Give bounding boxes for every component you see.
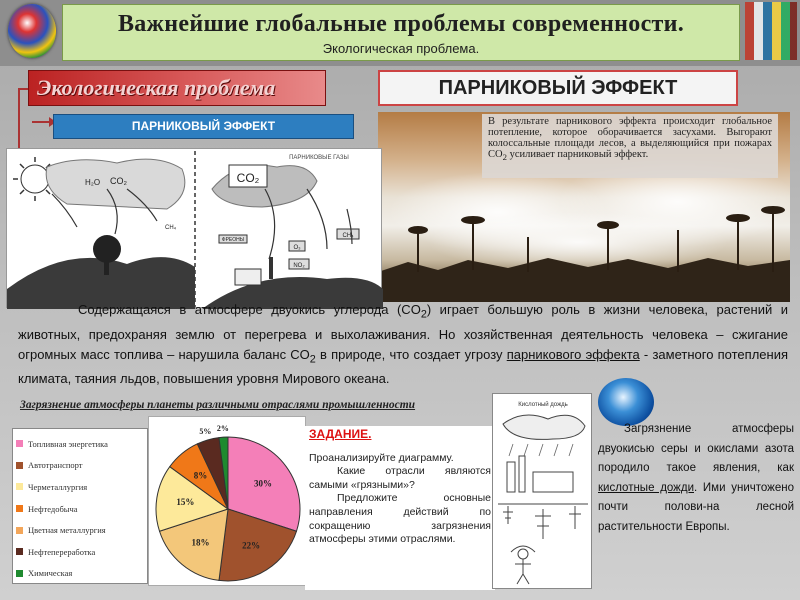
pie-label: 18% bbox=[191, 537, 210, 548]
greenhouse-diagram bbox=[6, 148, 382, 308]
legend-item bbox=[16, 563, 144, 585]
greenhouse-effect-link[interactable]: парникового эффекта bbox=[506, 346, 640, 362]
indent bbox=[598, 423, 624, 435]
legend-item bbox=[16, 455, 144, 477]
legend-item bbox=[16, 519, 144, 541]
legend-label: Нефтепереработка bbox=[28, 546, 96, 557]
pie-chart bbox=[148, 416, 306, 586]
legend-item bbox=[16, 498, 144, 520]
greenhouse-big-label: ПАРНИКОВЫЙ ЭФФЕКТ bbox=[378, 70, 738, 106]
legend-label: Автотранспорт bbox=[28, 460, 83, 471]
paragraph-text: Содержащаяся в атмосфере двуокись углерода (CO bbox=[78, 302, 421, 317]
legend-swatch bbox=[16, 548, 23, 555]
acid-rain-text bbox=[598, 420, 794, 537]
task-p1: Проанализируйте диаграмму. bbox=[309, 451, 454, 464]
legend-label: Черметаллургия bbox=[28, 481, 88, 492]
pie-label: 2% bbox=[216, 424, 229, 434]
task-box bbox=[305, 426, 495, 590]
page-subtitle: Экологическая проблема. bbox=[322, 41, 480, 56]
flags-decoration bbox=[745, 2, 797, 60]
legend-label: Химическая bbox=[28, 568, 73, 579]
subscript: 2 bbox=[420, 308, 427, 321]
co2-label-left: CO₂ bbox=[110, 176, 127, 186]
chart-legend bbox=[12, 428, 148, 584]
pie-label: 15% bbox=[176, 497, 195, 508]
task-p3: Предложите основные направления действий по сокращению загрязнения атмосферы этими отраслями. bbox=[309, 492, 491, 546]
sketch-caption: Кислотный дождь bbox=[518, 402, 568, 408]
legend-label: Топливная энергетика bbox=[28, 438, 108, 449]
legend-item bbox=[16, 433, 144, 455]
h2o-label: H₂O bbox=[85, 178, 101, 187]
acid-rain-sketch bbox=[492, 393, 592, 589]
legend-label: Нефтедобыча bbox=[28, 503, 78, 514]
no2-label: NO₂ bbox=[293, 263, 305, 269]
legend-item bbox=[16, 476, 144, 498]
photo-caption-text: В результате парникового эффекта происходит глобальное потепление, которое оборачивается засухами. Выгорают колоссальные площади лесов, а выделяющийся при пожарах CO bbox=[488, 116, 772, 160]
ch4-label-right: CH₄ bbox=[342, 233, 354, 239]
acid-rain-link[interactable]: кислотные дожди bbox=[598, 481, 694, 494]
legend-swatch bbox=[16, 570, 23, 577]
freony-label: ФРЕОНЫ bbox=[221, 237, 245, 243]
diagram-header: ПАРНИКОВЫЕ ГАЗЫ bbox=[289, 155, 349, 161]
paragraph-text: в природе, что создает угрозу bbox=[315, 346, 507, 362]
main-paragraph bbox=[18, 300, 788, 389]
task-title: ЗАДАНИЕ. bbox=[309, 427, 372, 441]
subscript: 2 bbox=[309, 353, 316, 366]
pie-label: 30% bbox=[253, 478, 272, 489]
photo-caption-text-end: усиливает парниковый эффект. bbox=[506, 149, 649, 160]
arrow-icon bbox=[32, 121, 50, 123]
globe-flags-icon bbox=[8, 4, 56, 58]
acid-rain-text-2: . Ими уничтожено почти полови-на лесной растительности Европы. bbox=[598, 481, 794, 533]
acid-rain-text-1: Загрязнение атмосферы двуокисью серы и окислами азота породило такое явления, как bbox=[598, 423, 794, 474]
eco-problem-text: Экологическая проблема bbox=[37, 75, 276, 100]
page-title: Важнейшие глобальные проблемы современности. bbox=[117, 11, 685, 37]
eco-problem-label bbox=[28, 70, 326, 106]
ch4-label-left: CH₄ bbox=[165, 225, 177, 231]
legend-swatch bbox=[16, 483, 23, 490]
pie-label: 22% bbox=[242, 540, 261, 551]
o3-label: O₃ bbox=[293, 245, 301, 251]
legend-swatch bbox=[16, 440, 23, 447]
greenhouse-small-label[interactable]: ПАРНИКОВЫЙ ЭФФЕКТ bbox=[53, 114, 354, 139]
legend-item bbox=[16, 541, 144, 563]
pie-label: 5% bbox=[199, 427, 212, 437]
legend-swatch bbox=[16, 527, 23, 534]
legend-swatch bbox=[16, 462, 23, 469]
paragraph-text: - заметного потепления климата, таяния льдов, повышения уровня Мирового океана. bbox=[18, 346, 788, 387]
title-box bbox=[62, 4, 740, 61]
legend-label: Цветная металлургия bbox=[28, 525, 106, 536]
photo-caption bbox=[482, 114, 778, 178]
pie-label: 8% bbox=[193, 470, 208, 481]
earth-icon bbox=[598, 378, 654, 426]
legend-swatch bbox=[16, 505, 23, 512]
chart-heading: Загрязнение атмосферы планеты различными отраслями промышленности bbox=[20, 399, 416, 411]
task-p2: Какие отрасли являются самыми «грязными»? bbox=[309, 465, 491, 491]
subscript: 2 bbox=[502, 152, 507, 163]
co2-label-right: CO₂ bbox=[236, 171, 260, 185]
paragraph-text: ) играет большую роль в жизни человека, растений и животных, предохраняя землю от перегрева и выхолаживания. Но хозяйственная деятельность человека – сжигание огромных масс топлива – нарушила баланс CO bbox=[18, 302, 788, 362]
indent bbox=[18, 302, 78, 317]
